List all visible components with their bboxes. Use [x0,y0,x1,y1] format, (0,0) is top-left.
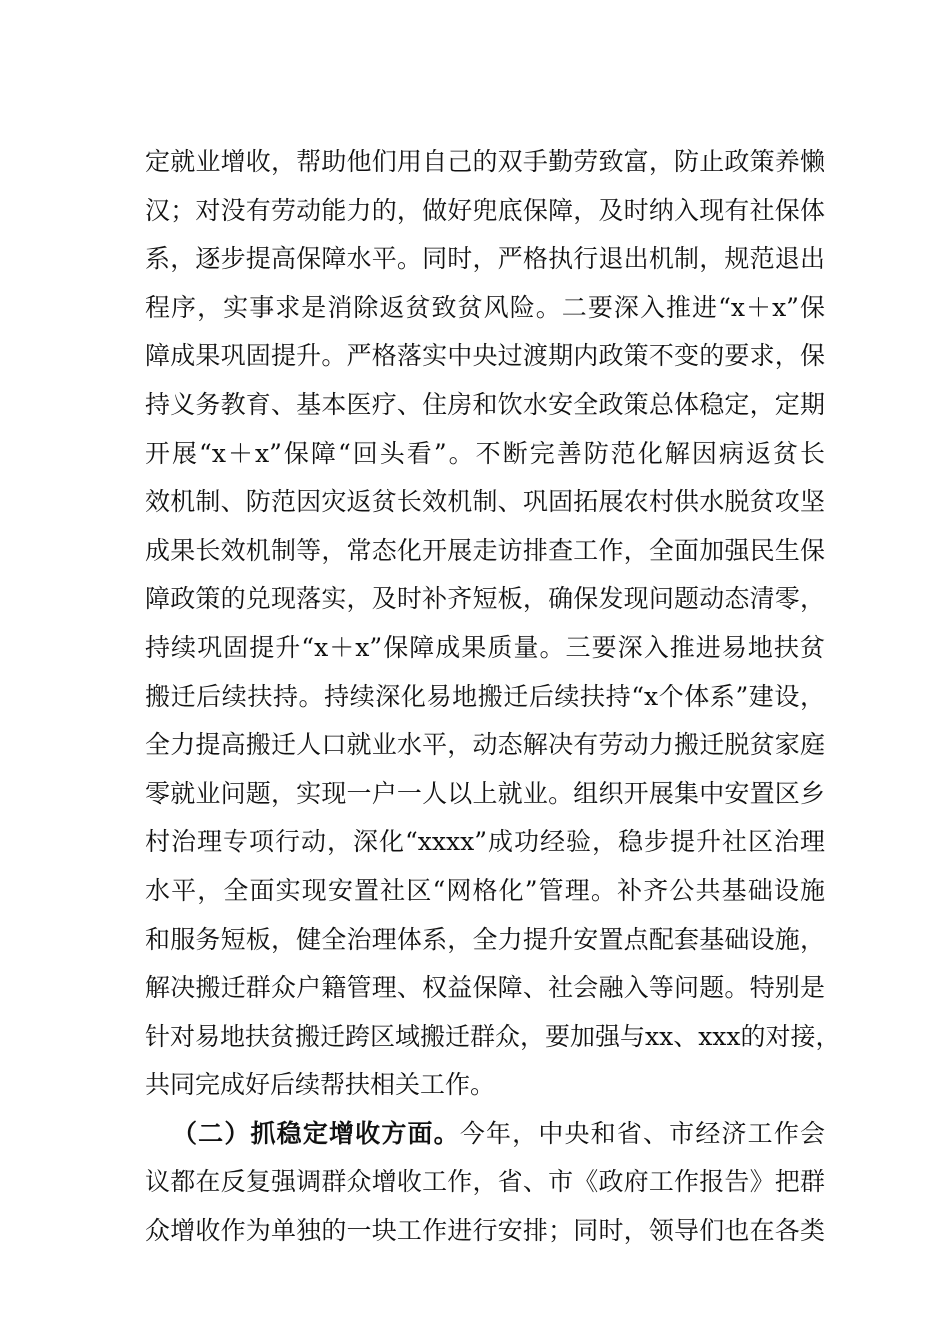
text-line: 全力提高搬迁人口就业水平，动态解决有劳动力搬迁脱贫家庭 [145,730,825,760]
text-line: 开展“x＋x”保障“回头看”。不断完善防范化解因病返贫长 [145,438,825,468]
text-line: 议都在反复强调群众增收工作，省、市《政府工作报告》把群 [145,1167,825,1197]
text-line: 持义务教育、基本医疗、住房和饮水安全政策总体稳定，定期 [145,389,825,419]
text-line: 成果长效机制等，常态化开展走访排查工作，全面加强民生保 [145,535,825,565]
section-heading-line [145,1110,825,1159]
section-heading: （二）抓稳定增收方面。 [172,1118,460,1148]
text-line: 定就业增收，帮助他们用自己的双手勤劳致富，防止政策养懒 [145,147,825,176]
text-line: 解决搬迁群众户籍管理、权益保障、社会融入等问题。特别是 [145,973,825,1003]
text-line: 系，逐步提高保障水平。同时，严格执行退出机制，规范退出 [145,244,825,274]
text-line: 和服务短板，健全治理体系，全力提升安置点配套基础设施， [145,924,825,954]
text-line: 障政策的兑现落实，及时补齐短板，确保发现问题动态清零， [145,584,825,614]
text-line: 效机制、防范因灾返贫长效机制、巩固拓展农村供水脱贫攻坚 [145,487,825,517]
text-line: 零就业问题，实现一户一人以上就业。组织开展集中安置区乡 [145,778,825,808]
text-span: 今年，中央和省、市经济工作会 [459,1118,825,1148]
text-line: 汉；对没有劳动能力的，做好兜底保障，及时纳入现有社保体 [145,195,825,225]
text-line: 众增收作为单独的一块工作进行安排；同时，领导们也在各类 [145,1216,825,1246]
text-line: 障成果巩固提升。严格落实中央过渡期内政策不变的要求，保 [145,341,825,371]
text-line: 针对易地扶贫搬迁跨区域搬迁群众，要加强与xx、xxx的对接， [145,1021,841,1051]
text-line: 搬迁后续扶持。持续深化易地搬迁后续扶持“x个体系”建设， [145,681,825,711]
text-line: 程序，实事求是消除返贫致贫风险。二要深入推进“x＋x”保 [145,292,825,322]
text-line: 水平，全面实现安置社区“网格化”管理。补齐公共基础设施 [145,875,825,905]
text-line: 共同完成好后续帮扶相关工作。 [145,1070,496,1100]
text-line: 持续巩固提升“x＋x”保障成果质量。三要深入推进易地扶贫 [145,632,825,662]
body-text [145,138,841,1256]
text-line: 村治理专项行动，深化“xxxx”成功经验，稳步提升社区治理 [145,827,825,857]
